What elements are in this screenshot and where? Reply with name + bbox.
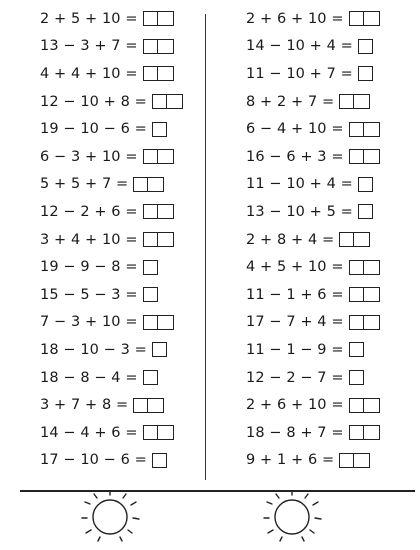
equation-text: 12 − 10 + 8 = [40, 93, 147, 110]
answer-boxes[interactable] [349, 287, 380, 302]
equation-text: 5 + 5 + 7 = [40, 176, 129, 193]
answer-digit-box[interactable] [133, 177, 148, 192]
answer-digit-box[interactable] [152, 122, 167, 137]
equation-text: 19 − 9 − 8 = [40, 259, 138, 276]
answer-digit-box[interactable] [158, 232, 174, 247]
equation-text: 11 − 10 + 7 = [246, 65, 353, 82]
equation-row [40, 171, 183, 199]
equation-row [40, 88, 183, 116]
equation-text: 4 + 4 + 10 = [40, 65, 138, 82]
answer-boxes[interactable] [339, 232, 370, 247]
answer-digit-box[interactable] [148, 398, 164, 413]
equation-row [246, 5, 380, 33]
answer-digit-box[interactable] [354, 94, 370, 109]
answer-digit-box[interactable] [358, 66, 373, 81]
equation-row [40, 143, 183, 171]
equation-text: 2 + 8 + 4 = [246, 231, 335, 248]
equation-row [246, 88, 380, 116]
answer-boxes[interactable] [349, 149, 380, 164]
equation-text: 18 − 8 − 4 = [40, 369, 138, 386]
equation-row [40, 253, 183, 281]
equation-text: 18 − 10 − 3 = [40, 341, 147, 358]
answer-digit-box[interactable] [349, 370, 364, 385]
equation-text: 17 − 10 − 6 = [40, 452, 147, 469]
answer-digit-box[interactable] [158, 149, 174, 164]
answer-digit-box[interactable] [143, 232, 158, 247]
answer-digit-box[interactable] [358, 177, 373, 192]
column-divider [205, 14, 206, 480]
answer-boxes[interactable] [358, 204, 373, 219]
answer-digit-box[interactable] [158, 66, 174, 81]
answer-digit-box[interactable] [349, 342, 364, 357]
equation-row [40, 115, 183, 143]
equation-text: 17 − 7 + 4 = [246, 314, 344, 331]
equation-text: 9 + 1 + 6 = [246, 452, 335, 469]
answer-boxes[interactable] [133, 177, 164, 192]
answer-boxes[interactable] [133, 398, 164, 413]
answer-digit-box[interactable] [349, 398, 364, 413]
equation-row [40, 364, 183, 392]
equation-row [40, 281, 183, 309]
answer-digit-box[interactable] [148, 177, 164, 192]
answer-boxes[interactable] [152, 342, 167, 357]
equation-text: 13 − 3 + 7 = [40, 38, 138, 55]
answer-digit-box[interactable] [143, 204, 158, 219]
equation-row [40, 419, 183, 447]
answer-boxes[interactable] [143, 39, 174, 54]
equation-row [246, 143, 380, 171]
answer-boxes[interactable] [358, 39, 373, 54]
answer-digit-box[interactable] [349, 11, 364, 26]
equation-row [246, 281, 380, 309]
equation-text: 2 + 6 + 10 = [246, 10, 344, 27]
answer-digit-box[interactable] [158, 204, 174, 219]
equation-row [40, 447, 183, 475]
answer-boxes[interactable] [152, 122, 167, 137]
equation-text: 19 − 10 − 6 = [40, 121, 147, 138]
equation-row [40, 60, 183, 88]
equation-row [40, 198, 183, 226]
equation-text: 11 − 10 + 4 = [246, 176, 353, 193]
answer-digit-box[interactable] [358, 204, 373, 219]
answer-boxes[interactable] [143, 287, 158, 302]
sun-icon [252, 490, 332, 550]
equation-text: 14 − 4 + 6 = [40, 424, 138, 441]
answer-boxes[interactable] [152, 94, 183, 109]
equation-row [246, 419, 380, 447]
equation-text: 2 + 5 + 10 = [40, 10, 138, 27]
answer-digit-box[interactable] [349, 260, 364, 275]
answer-digit-box[interactable] [167, 94, 183, 109]
equation-text: 7 − 3 + 10 = [40, 314, 138, 331]
equation-text: 4 + 5 + 10 = [246, 259, 344, 276]
equation-text: 3 + 4 + 10 = [40, 231, 138, 248]
left-equation-column [40, 5, 183, 474]
answer-digit-box[interactable] [143, 260, 158, 275]
equation-row [246, 33, 380, 61]
equation-text: 12 − 2 + 6 = [40, 203, 138, 220]
answer-digit-box[interactable] [364, 398, 380, 413]
answer-digit-box[interactable] [152, 342, 167, 357]
answer-boxes[interactable] [143, 260, 158, 275]
equation-row [246, 309, 380, 337]
answer-digit-box[interactable] [349, 315, 364, 330]
answer-boxes[interactable] [143, 370, 158, 385]
answer-boxes[interactable] [143, 204, 174, 219]
answer-digit-box[interactable] [143, 287, 158, 302]
equation-row [246, 115, 380, 143]
answer-boxes[interactable] [358, 177, 373, 192]
answer-digit-box[interactable] [364, 11, 380, 26]
equation-row [246, 226, 380, 254]
equation-row [40, 309, 183, 337]
equation-text: 11 − 1 − 9 = [246, 341, 344, 358]
answer-boxes[interactable] [339, 453, 370, 468]
equation-row [246, 60, 380, 88]
equation-text: 3 + 7 + 8 = [40, 397, 129, 414]
equation-text: 18 − 8 + 7 = [246, 424, 344, 441]
equation-text: 13 − 10 + 5 = [246, 203, 353, 220]
answer-digit-box[interactable] [143, 39, 158, 54]
answer-boxes[interactable] [349, 425, 380, 440]
answer-digit-box[interactable] [143, 425, 158, 440]
equation-row [246, 253, 380, 281]
answer-boxes[interactable] [339, 94, 370, 109]
answer-digit-box[interactable] [158, 11, 174, 26]
answer-boxes[interactable] [349, 260, 380, 275]
answer-boxes[interactable] [349, 370, 364, 385]
answer-boxes[interactable] [143, 315, 174, 330]
answer-digit-box[interactable] [133, 398, 148, 413]
equation-row [246, 447, 380, 475]
answer-digit-box[interactable] [349, 287, 364, 302]
answer-digit-box[interactable] [143, 11, 158, 26]
equation-row [246, 171, 380, 199]
equation-text: 14 − 10 + 4 = [246, 38, 353, 55]
equation-text: 12 − 2 − 7 = [246, 369, 344, 386]
answer-digit-box[interactable] [143, 370, 158, 385]
answer-digit-box[interactable] [143, 149, 158, 164]
answer-digit-box[interactable] [158, 425, 174, 440]
equation-text: 16 − 6 + 3 = [246, 148, 344, 165]
equation-row [40, 5, 183, 33]
answer-digit-box[interactable] [364, 122, 380, 137]
answer-digit-box[interactable] [354, 453, 370, 468]
answer-boxes[interactable] [349, 315, 380, 330]
equation-text: 6 − 4 + 10 = [246, 121, 344, 138]
answer-digit-box[interactable] [349, 149, 364, 164]
answer-digit-box[interactable] [143, 66, 158, 81]
answer-boxes[interactable] [349, 398, 380, 413]
answer-boxes[interactable] [358, 66, 373, 81]
equation-row [246, 391, 380, 419]
answer-boxes[interactable] [143, 232, 174, 247]
equation-text: 6 − 3 + 10 = [40, 148, 138, 165]
answer-digit-box[interactable] [364, 425, 380, 440]
answer-digit-box[interactable] [364, 149, 380, 164]
answer-boxes[interactable] [349, 11, 380, 26]
answer-boxes[interactable] [349, 122, 380, 137]
answer-digit-box[interactable] [349, 425, 364, 440]
answer-digit-box[interactable] [339, 232, 354, 247]
answer-digit-box[interactable] [152, 453, 167, 468]
equation-row [246, 364, 380, 392]
answer-digit-box[interactable] [364, 315, 380, 330]
answer-digit-box[interactable] [358, 39, 373, 54]
answer-boxes[interactable] [143, 149, 174, 164]
answer-digit-box[interactable] [364, 260, 380, 275]
answer-digit-box[interactable] [339, 453, 354, 468]
answer-digit-box[interactable] [339, 94, 354, 109]
equation-row [40, 33, 183, 61]
equation-row [40, 226, 183, 254]
equation-row [40, 391, 183, 419]
right-equation-column [246, 5, 380, 474]
equation-row [246, 336, 380, 364]
answer-boxes[interactable] [143, 11, 174, 26]
equation-row [40, 336, 183, 364]
answer-boxes[interactable] [152, 453, 167, 468]
answer-digit-box[interactable] [364, 287, 380, 302]
answer-digit-box[interactable] [349, 122, 364, 137]
equation-text: 2 + 6 + 10 = [246, 397, 344, 414]
answer-digit-box[interactable] [143, 315, 158, 330]
answer-digit-box[interactable] [152, 94, 167, 109]
sun-icon [70, 490, 150, 550]
answer-digit-box[interactable] [158, 315, 174, 330]
equation-row [246, 198, 380, 226]
equation-text: 8 + 2 + 7 = [246, 93, 335, 110]
answer-boxes[interactable] [143, 425, 174, 440]
answer-boxes[interactable] [143, 66, 174, 81]
equation-text: 15 − 5 − 3 = [40, 286, 138, 303]
equation-text: 11 − 1 + 6 = [246, 286, 344, 303]
answer-digit-box[interactable] [354, 232, 370, 247]
answer-digit-box[interactable] [158, 39, 174, 54]
answer-boxes[interactable] [349, 342, 364, 357]
